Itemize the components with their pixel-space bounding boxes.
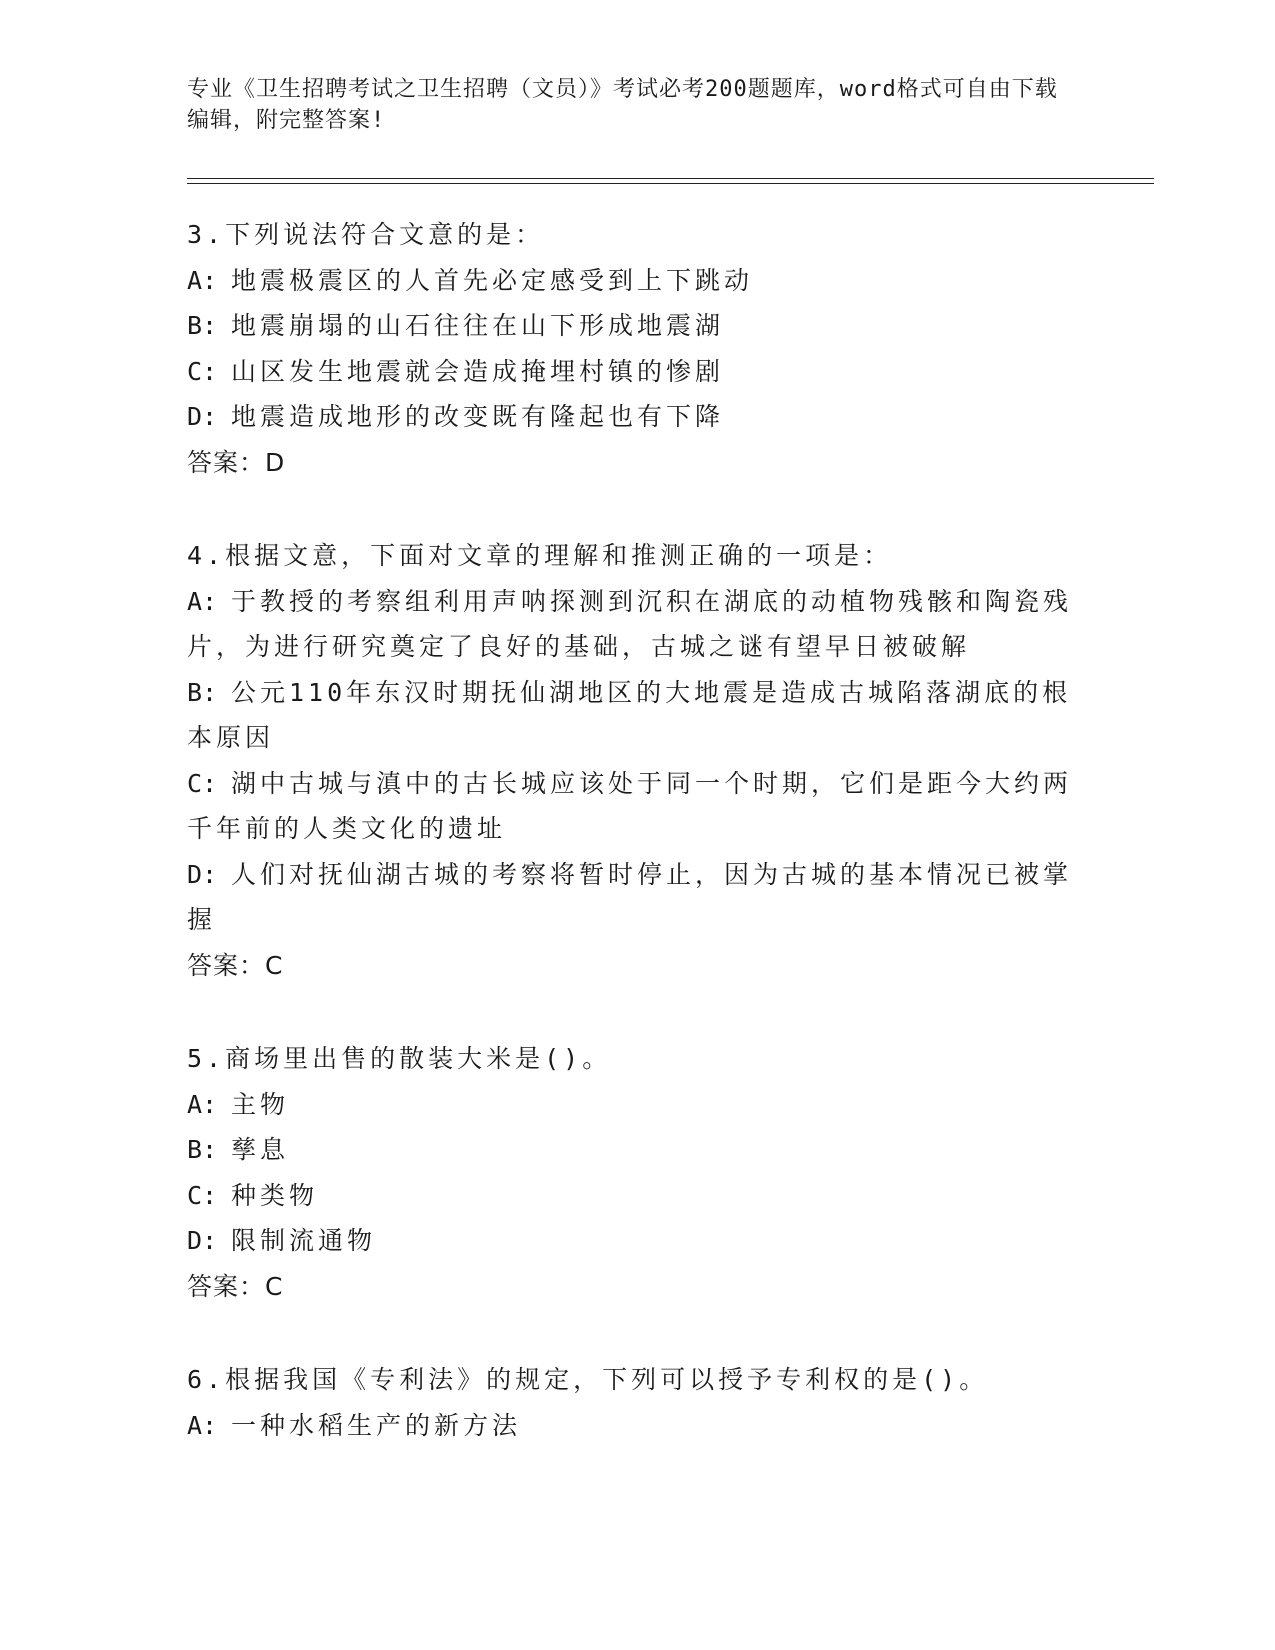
answer: 答案：C: [187, 950, 284, 980]
option-letter: A:: [187, 586, 218, 616]
option-c: [187, 349, 1077, 395]
option-b: [187, 670, 1077, 761]
option-b: [187, 303, 1077, 349]
option-a: [187, 1403, 1077, 1449]
option-a: [187, 579, 1077, 670]
question-stem: 4.根据文意，下面对文章的理解和推测正确的一项是：: [187, 541, 893, 570]
option-text: 孳息: [231, 1135, 290, 1164]
option-text: 湖中古城与滇中的古长城应该处于同一个时期，它们是距今大约两千年前的人类文化的遗址: [187, 768, 1073, 843]
question-3: [187, 212, 1077, 485]
option-text: 主物: [231, 1089, 290, 1119]
option-letter: D:: [187, 859, 218, 889]
option-text: 种类物: [231, 1180, 319, 1210]
question-stem: 3.下列说法符合文意的是：: [187, 220, 545, 249]
option-letter: A:: [187, 265, 218, 295]
option-text: 山区发生地震就会造成掩埋村镇的惨剧: [231, 356, 725, 386]
option-letter: A:: [187, 1089, 218, 1119]
option-c: [187, 761, 1077, 852]
document-header: 专业《卫生招聘考试之卫生招聘（文员）》考试必考200题题库，word格式可自由下载编辑，附完整答案!: [187, 77, 1058, 133]
option-d: [187, 1218, 1077, 1264]
option-b: [187, 1127, 1077, 1173]
option-letter: C:: [187, 356, 218, 386]
answer: 答案：C: [187, 1271, 284, 1301]
question-stem: 5.商场里出售的散装大米是()。: [187, 1044, 612, 1073]
option-letter: B:: [187, 311, 218, 340]
question-5: [187, 1036, 1077, 1309]
option-text: 地震造成地形的改变既有隆起也有下降: [231, 402, 725, 431]
option-text: 于教授的考察组利用声呐探测到沉积在湖底的动植物残骸和陶瓷残片，为进行研究奠定了良好的基础，古城之谜有望早日被破解: [187, 586, 1073, 661]
option-letter: B:: [187, 1135, 218, 1164]
option-text: 地震崩塌的山石往往在山下形成地震湖: [231, 311, 725, 340]
option-a: [187, 258, 1077, 304]
option-letter: C:: [187, 768, 218, 798]
option-c: [187, 1173, 1077, 1219]
option-text: 公元110年东汉时期抚仙湖地区的大地震是造成古城陷落湖底的根本原因: [187, 677, 1072, 752]
option-letter: B:: [187, 677, 218, 707]
option-letter: A:: [187, 1410, 218, 1440]
option-text: 地震极震区的人首先必定感受到上下跳动: [231, 265, 754, 295]
question-stem: 6.根据我国《专利法》的规定，下列可以授予专利权的是()。: [187, 1365, 989, 1394]
option-letter: C:: [187, 1180, 218, 1210]
option-a: [187, 1082, 1077, 1128]
option-text: 人们对抚仙湖古城的考察将暂时停止，因为古城的基本情况已被掌握: [187, 859, 1073, 934]
header-divider-bottom: [187, 183, 1154, 184]
option-letter: D:: [187, 1226, 218, 1255]
option-text: 一种水稻生产的新方法: [231, 1410, 522, 1440]
option-d: [187, 852, 1077, 943]
answer: 答案：D: [187, 447, 286, 477]
question-6: [187, 1357, 1077, 1448]
option-text: 限制流通物: [231, 1226, 377, 1255]
option-d: [187, 394, 1077, 440]
question-4: [187, 533, 1077, 988]
header-divider-top: [187, 178, 1154, 179]
option-letter: D:: [187, 402, 218, 431]
question-list: [187, 212, 1077, 1496]
